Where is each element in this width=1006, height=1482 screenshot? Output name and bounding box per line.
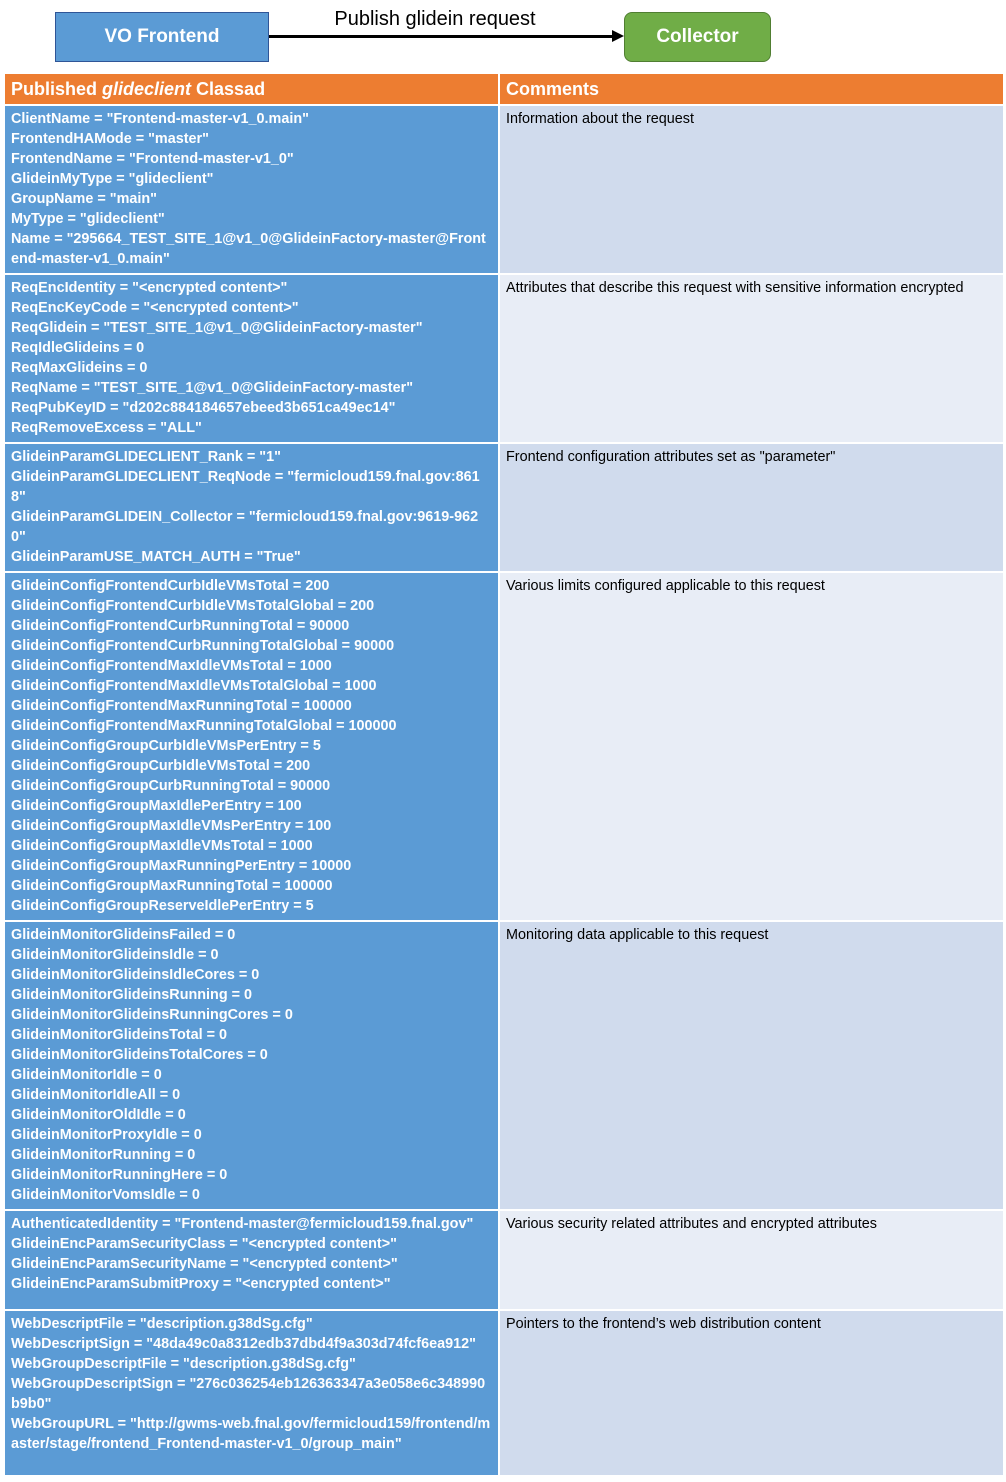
attribute-line: GlideinConfigFrontendCurbIdleVMsTotalGlobal = 200 bbox=[11, 598, 375, 614]
table-row bbox=[5, 444, 1003, 571]
attribute-line: GlideinMonitorRunning = 0 bbox=[11, 1147, 196, 1163]
attribute-line: WebDescriptFile = "description.g38dSg.cfg" bbox=[11, 1316, 313, 1332]
attribute-line: ReqName = "TEST_SITE_1@v1_0@GlideinFactory-master" bbox=[11, 380, 414, 396]
header-classad-italic: glideclient bbox=[102, 78, 192, 99]
attribute-line: FrontendName = "Frontend-master-v1_0" bbox=[11, 151, 294, 167]
comment-cell: Attributes that describe this request with sensitive information encrypted bbox=[500, 275, 1003, 442]
attribute-line: GlideinEncParamSecurityClass = "<encrypted content>" bbox=[11, 1236, 397, 1252]
attribute-line: GlideinConfigFrontendCurbRunningTotal = 90000 bbox=[11, 618, 350, 634]
attribute-line: WebDescriptSign = "48da49c0a8312edb37dbd4f9a303d74fcf6ea912" bbox=[11, 1336, 476, 1352]
publish-arrow bbox=[269, 35, 615, 38]
attribute-line: GlideinConfigGroupMaxIdleVMsPerEntry = 100 bbox=[11, 818, 332, 834]
attribute-line: GlideinParamGLIDECLIENT_ReqNode = "fermicloud159.fnal.gov:8618" bbox=[11, 469, 480, 505]
attribute-line: GlideinParamGLIDEIN_Collector = "fermicloud159.fnal.gov:9619-9620" bbox=[11, 509, 479, 545]
attribute-line: ReqEncIdentity = "<encrypted content>" bbox=[11, 280, 288, 296]
attribute-line: GlideinMonitorProxyIdle = 0 bbox=[11, 1127, 202, 1143]
attribute-line: GlideinMonitorVomsIdle = 0 bbox=[11, 1187, 200, 1203]
table-row bbox=[5, 1211, 1003, 1309]
attribute-line: WebGroupDescriptSign = "276c036254eb126363347a3e058e6c348990b9b0" bbox=[11, 1376, 486, 1412]
attribute-line: GlideinConfigGroupMaxIdlePerEntry = 100 bbox=[11, 798, 302, 814]
attribute-line: GlideinParamGLIDECLIENT_Rank = "1" bbox=[11, 449, 281, 465]
attribute-line: ReqPubKeyID = "d202c884184657ebeed3b651ca49ec14" bbox=[11, 400, 396, 416]
attribute-line: GlideinConfigFrontendCurbIdleVMsTotal = 200 bbox=[11, 578, 330, 594]
attribute-line: Name = "295664_TEST_SITE_1@v1_0@GlideinFactory-master@Frontend-master-v1_0.main" bbox=[11, 231, 486, 267]
attribute-line: GlideinEncParamSecurityName = "<encrypted content>" bbox=[11, 1256, 398, 1272]
attribute-cell bbox=[5, 1211, 498, 1309]
attribute-line: GlideinMonitorGlideinsTotal = 0 bbox=[11, 1027, 228, 1043]
attribute-line: GlideinMonitorGlideinsRunning = 0 bbox=[11, 987, 253, 1003]
attribute-cell bbox=[5, 573, 498, 920]
attribute-line: FrontendHAMode = "master" bbox=[11, 131, 209, 147]
arrow-head-icon bbox=[612, 30, 624, 42]
table-row bbox=[5, 1311, 1003, 1475]
attribute-line: WebGroupURL = "http://gwms-web.fnal.gov/fermicloud159/frontend/master/stage/frontend_Frontend-master-v1_0/group_main" bbox=[11, 1416, 491, 1452]
attribute-line: GlideinConfigGroupCurbRunningTotal = 90000 bbox=[11, 778, 331, 794]
attribute-line: AuthenticatedIdentity = "Frontend-master@fermicloud159.fnal.gov" bbox=[11, 1216, 474, 1232]
attribute-line: GlideinConfigFrontendMaxRunningTotal = 100000 bbox=[11, 698, 352, 714]
attribute-line: GlideinConfigFrontendMaxRunningTotalGlobal = 100000 bbox=[11, 718, 397, 734]
attribute-line: GlideinMonitorGlideinsIdle = 0 bbox=[11, 947, 219, 963]
attribute-cell bbox=[5, 275, 498, 442]
header-classad-suffix: Classad bbox=[191, 78, 266, 99]
attribute-line: GlideinMonitorIdleAll = 0 bbox=[11, 1087, 181, 1103]
comment-cell: Various security related attributes and encrypted attributes bbox=[500, 1211, 1003, 1309]
publish-label: Publish glidein request bbox=[334, 8, 536, 30]
header-classad bbox=[5, 74, 498, 104]
attribute-line: ReqIdleGlideins = 0 bbox=[11, 340, 145, 356]
table-row bbox=[5, 275, 1003, 442]
attribute-line: GlideinMyType = "glideclient" bbox=[11, 171, 214, 187]
attribute-cell bbox=[5, 1311, 498, 1475]
attribute-line: GlideinConfigGroupMaxIdleVMsTotal = 1000 bbox=[11, 838, 313, 854]
table-row bbox=[5, 922, 1003, 1209]
flow-diagram bbox=[0, 0, 1006, 72]
attribute-line: GlideinMonitorGlideinsIdleCores = 0 bbox=[11, 967, 260, 983]
attribute-line: WebGroupDescriptFile = "description.g38dSg.cfg" bbox=[11, 1356, 356, 1372]
attribute-cell bbox=[5, 444, 498, 571]
classad-table bbox=[3, 72, 1005, 1477]
attribute-line: GlideinMonitorIdle = 0 bbox=[11, 1067, 162, 1083]
attribute-line: GlideinMonitorRunningHere = 0 bbox=[11, 1167, 228, 1183]
attribute-line: ClientName = "Frontend-master-v1_0.main" bbox=[11, 111, 309, 127]
attribute-line: GroupName = "main" bbox=[11, 191, 157, 207]
attribute-line: GlideinParamUSE_MATCH_AUTH = "True" bbox=[11, 549, 301, 565]
table-row bbox=[5, 573, 1003, 920]
attribute-line: GlideinMonitorGlideinsFailed = 0 bbox=[11, 927, 236, 943]
collector-node: Collector bbox=[624, 12, 771, 62]
comment-cell: Various limits configured applicable to this request bbox=[500, 573, 1003, 920]
table-body bbox=[5, 106, 1003, 1475]
attribute-line: GlideinConfigGroupReserveIdlePerEntry = 5 bbox=[11, 898, 314, 914]
header-comments: Comments bbox=[500, 74, 1003, 104]
comment-cell: Information about the request bbox=[500, 106, 1003, 273]
attribute-cell bbox=[5, 106, 498, 273]
attribute-line: GlideinConfigFrontendCurbRunningTotalGlobal = 90000 bbox=[11, 638, 395, 654]
comment-cell: Pointers to the frontend’s web distribution content bbox=[500, 1311, 1003, 1475]
attribute-line: GlideinConfigFrontendMaxIdleVMsTotalGlobal = 1000 bbox=[11, 678, 377, 694]
attribute-line: ReqRemoveExcess = "ALL" bbox=[11, 420, 202, 436]
attribute-line: ReqGlidein = "TEST_SITE_1@v1_0@GlideinFactory-master" bbox=[11, 320, 423, 336]
table-row bbox=[5, 106, 1003, 273]
attribute-line: GlideinMonitorGlideinsTotalCores = 0 bbox=[11, 1047, 268, 1063]
attribute-line: GlideinEncParamSubmitProxy = "<encrypted content>" bbox=[11, 1276, 391, 1292]
attribute-line: GlideinMonitorOldIdle = 0 bbox=[11, 1107, 186, 1123]
attribute-line: MyType = "glideclient" bbox=[11, 211, 165, 227]
attribute-line: GlideinConfigGroupCurbIdleVMsTotal = 200 bbox=[11, 758, 311, 774]
attribute-line: ReqMaxGlideins = 0 bbox=[11, 360, 148, 376]
vo-frontend-node: VO Frontend bbox=[55, 12, 269, 62]
comment-cell: Frontend configuration attributes set as "parameter" bbox=[500, 444, 1003, 571]
table-header-row bbox=[5, 74, 1003, 104]
attribute-line: ReqEncKeyCode = "<encrypted content>" bbox=[11, 300, 299, 316]
attribute-line: GlideinConfigGroupMaxRunningPerEntry = 10000 bbox=[11, 858, 352, 874]
attribute-cell bbox=[5, 922, 498, 1209]
header-classad-prefix: Published bbox=[11, 78, 103, 99]
attribute-line: GlideinConfigFrontendMaxIdleVMsTotal = 1000 bbox=[11, 658, 332, 674]
comment-cell: Monitoring data applicable to this request bbox=[500, 922, 1003, 1209]
attribute-line: GlideinConfigGroupCurbIdleVMsPerEntry = 5 bbox=[11, 738, 321, 754]
attribute-line: GlideinConfigGroupMaxRunningTotal = 100000 bbox=[11, 878, 333, 894]
attribute-line: GlideinMonitorGlideinsRunningCores = 0 bbox=[11, 1007, 293, 1023]
